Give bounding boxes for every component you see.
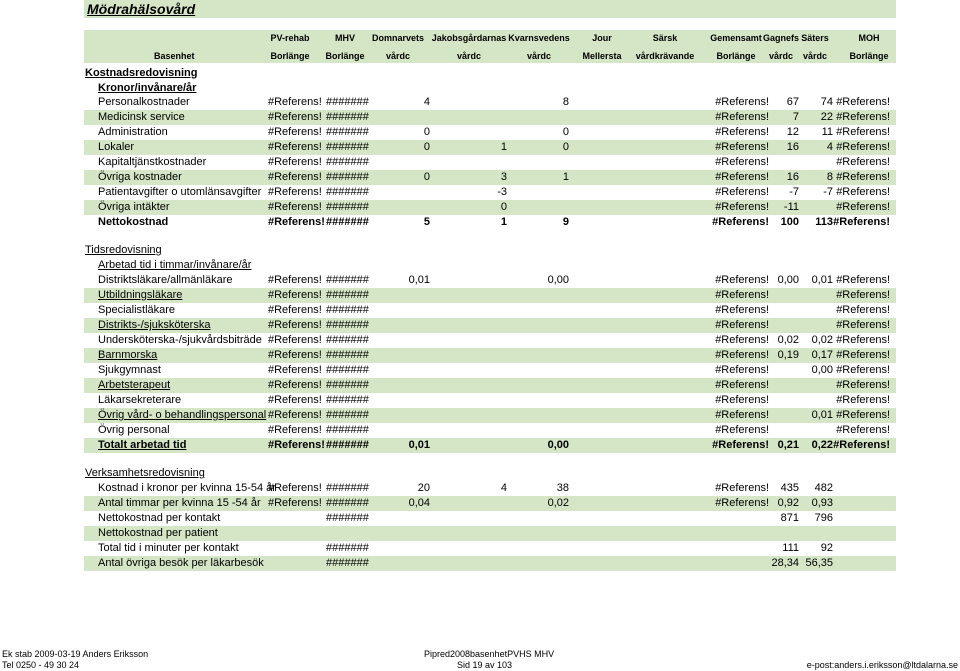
row-label: Totalt arbetad tid [98, 439, 187, 451]
cell-col-8: #Referens! [712, 216, 769, 228]
cell-col-4: 1 [500, 216, 507, 228]
cell-col-8: #Referens! [715, 409, 769, 421]
table-row [84, 95, 896, 110]
cell-col-10: 0,02 [811, 334, 833, 346]
cell-col-2: ####### [326, 394, 369, 406]
table-row [84, 481, 896, 496]
section-kronor-invanare: Kronor/invånare/år [98, 82, 197, 94]
cell-col-2: ####### [326, 364, 369, 376]
table-row [84, 273, 896, 288]
cell-col-1: #Referens! [268, 171, 322, 183]
cell-col-9: 16 [786, 171, 799, 183]
column-header-10-top: Säters [801, 33, 829, 43]
cell-col-11: #Referens! [836, 424, 890, 436]
cell-col-3: 0 [423, 126, 430, 138]
cell-col-1: #Referens! [268, 274, 322, 286]
column-header-9-bottom: vårdc [768, 51, 794, 61]
cell-col-8: #Referens! [715, 111, 769, 123]
column-header-8-top: Gemensamt [710, 33, 762, 43]
title-band [84, 0, 896, 18]
table-row [84, 378, 896, 393]
table-row [84, 423, 896, 438]
cell-col-11: #Referens! [836, 201, 890, 213]
column-header-4-bottom: vårdc [456, 51, 482, 61]
cell-col-5: 0 [562, 141, 569, 153]
cell-col-4: 1 [500, 141, 507, 153]
table-row [84, 215, 896, 230]
row-label: Administration [98, 126, 168, 138]
cell-col-5: 0 [562, 126, 569, 138]
row-label: Distriktsläkare/allmänläkare [98, 274, 233, 286]
cell-col-8: #Referens! [715, 156, 769, 168]
cell-col-10: 0,93 [811, 497, 833, 509]
row-label: Undersköterska-/sjukvårdsbiträde [98, 334, 262, 346]
cell-col-10: 22 [820, 111, 833, 123]
cell-col-5: 0,00 [547, 439, 569, 451]
cell-col-1: #Referens! [268, 319, 322, 331]
cell-col-11: #Referens! [836, 379, 890, 391]
column-header-3-top: Domnarvets [371, 33, 425, 43]
row-label: Nettokostnad per kontakt [98, 512, 221, 524]
cell-col-11: #Referens! [836, 111, 890, 123]
footer-phone: Tel 0250 - 49 30 24 [2, 660, 80, 670]
cell-col-8: #Referens! [715, 334, 769, 346]
cell-col-2: ####### [326, 512, 369, 524]
cell-col-5: 9 [562, 216, 569, 228]
cell-col-1: #Referens! [268, 334, 322, 346]
column-header-2-top: MHV [335, 33, 355, 43]
table-row [84, 393, 896, 408]
cell-col-1: #Referens! [268, 141, 322, 153]
cell-col-2: ####### [326, 334, 369, 346]
table-row [84, 438, 896, 453]
cell-col-2: ####### [326, 304, 369, 316]
cell-col-9: 871 [780, 512, 799, 524]
column-header-3-bottom: vårdc [385, 51, 411, 61]
cell-col-8: #Referens! [715, 424, 769, 436]
cell-col-10: 74 [820, 96, 833, 108]
table-row [84, 318, 896, 333]
cell-col-2: ####### [326, 156, 369, 168]
cell-col-9: 7 [792, 111, 799, 123]
cell-col-10: 92 [820, 542, 833, 554]
cell-col-1: #Referens! [268, 379, 322, 391]
cell-col-9: 0,92 [777, 497, 799, 509]
cell-col-9: 67 [786, 96, 799, 108]
cell-col-2: ####### [326, 216, 369, 228]
row-label: Övrig vård- o behandlingspersonal [98, 409, 267, 421]
cell-col-10: -7 [823, 186, 833, 198]
cell-col-1: #Referens! [268, 439, 325, 451]
table-row [84, 288, 896, 303]
column-header-5-top: Kvarnsvedens [508, 33, 570, 43]
row-label: Övrig personal [98, 424, 170, 436]
cell-col-8: #Referens! [715, 482, 769, 494]
column-header-11-bottom: Borlänge [849, 51, 889, 61]
cell-col-10: 0,01 [811, 409, 833, 421]
row-label: Distrikts-/sjuksköterska [98, 319, 211, 331]
cell-col-8: #Referens! [715, 141, 769, 153]
cell-col-10: 0,17 [811, 349, 833, 361]
cell-col-3: 0,01 [408, 439, 430, 451]
cell-col-9: 0,19 [777, 349, 799, 361]
cell-col-8: #Referens! [712, 439, 769, 451]
column-header-9-top: Gagnefs [762, 33, 799, 43]
table-row [84, 408, 896, 423]
cell-col-2: ####### [326, 424, 369, 436]
cell-col-1: #Referens! [268, 497, 322, 509]
column-header-5-bottom: vårdc [526, 51, 552, 61]
cell-col-8: #Referens! [715, 289, 769, 301]
footer-email: e-post:anders.i.eriksson@ltdalarna.se [806, 660, 958, 670]
row-label: Lokaler [98, 141, 135, 153]
cell-col-1: #Referens! [268, 186, 322, 198]
cell-col-8: #Referens! [715, 304, 769, 316]
column-header-2-bottom: Borlänge [325, 51, 365, 61]
section-tidsredovisning: Tidsredovisning [85, 244, 162, 256]
cell-col-11: #Referens! [836, 409, 890, 421]
table-row [84, 303, 896, 318]
cell-col-2: ####### [326, 557, 369, 569]
cell-col-11: #Referens! [836, 394, 890, 406]
cell-col-11: #Referens! [836, 186, 890, 198]
table-row [84, 348, 896, 363]
cell-col-10: 8 [826, 171, 833, 183]
page-title: Mödrahälsovård [87, 1, 196, 17]
row-label: Total tid i minuter per kontakt [98, 542, 239, 554]
cell-col-3: 4 [423, 96, 430, 108]
footer-page: Sid 19 av 103 [457, 660, 513, 670]
cell-col-10: 0,00 [811, 364, 833, 376]
cell-col-8: #Referens! [715, 274, 769, 286]
cell-col-1: #Referens! [268, 289, 322, 301]
table-row [84, 526, 896, 541]
cell-col-9: 435 [780, 482, 799, 494]
cell-col-11: #Referens! [836, 319, 890, 331]
cell-col-11: #Referens! [836, 126, 890, 138]
table-row [84, 496, 896, 511]
cell-col-11: #Referens! [836, 156, 890, 168]
cell-col-2: ####### [326, 186, 369, 198]
cell-col-11: #Referens! [836, 304, 890, 316]
cell-col-8: #Referens! [715, 186, 769, 198]
cell-col-2: ####### [326, 289, 369, 301]
footer-author: Ek stab 2009-03-19 Anders Eriksson [2, 649, 149, 659]
cell-col-5: 0,00 [547, 274, 569, 286]
cell-col-2: ####### [326, 111, 369, 123]
cell-col-1: #Referens! [268, 364, 322, 376]
table-row [84, 556, 896, 571]
cell-col-1: #Referens! [268, 216, 325, 228]
cell-col-1: #Referens! [268, 394, 322, 406]
cell-col-2: ####### [326, 482, 369, 494]
cell-col-11: #Referens! [836, 289, 890, 301]
cell-col-8: #Referens! [715, 349, 769, 361]
cell-col-9: -7 [789, 186, 799, 198]
row-label: Antal övriga besök per läkarbesök [98, 557, 264, 569]
cell-col-9: 0,02 [777, 334, 799, 346]
cell-col-10: 113 [815, 216, 833, 228]
cell-col-9: 0,00 [777, 274, 799, 286]
table-row [84, 170, 896, 185]
cell-col-1: #Referens! [268, 96, 322, 108]
row-label: Läkarsekreterare [98, 394, 182, 406]
cell-col-3: 0,01 [408, 274, 430, 286]
column-header-1-top: PV-rehab [270, 33, 310, 43]
column-header-6-bottom: Mellersta [582, 51, 622, 61]
section-verksamhetsredovisning: Verksamhetsredovisning [85, 467, 205, 479]
column-header-4-top: Jakobsgårdarnas [431, 33, 507, 43]
cell-col-10: 0,22 [811, 439, 833, 451]
cell-col-11: #Referens! [836, 171, 890, 183]
cell-col-10: 482 [814, 482, 833, 494]
cell-col-2: ####### [326, 171, 369, 183]
cell-col-8: #Referens! [715, 394, 769, 406]
cell-col-10: 796 [814, 512, 833, 524]
column-header-10-bottom: vårdc [802, 51, 828, 61]
table-row [84, 155, 896, 170]
section-kostnadsredovisning: Kostnadsredovisning [85, 67, 198, 79]
cell-col-11: #Referens! [836, 349, 890, 361]
table-row [84, 140, 896, 155]
row-label: Kapitaltjänstkostnader [98, 156, 207, 168]
table-row [84, 511, 896, 526]
cell-col-9: 16 [786, 141, 799, 153]
cell-col-9: 111 [782, 542, 799, 554]
cell-col-8: #Referens! [715, 201, 769, 213]
cell-col-10: 4 [826, 141, 833, 153]
cell-col-5: 1 [562, 171, 569, 183]
row-label: Nettokostnad per patient [98, 527, 218, 539]
row-label: Nettokostnad [98, 216, 169, 228]
cell-col-1: #Referens! [268, 156, 322, 168]
cell-col-2: ####### [326, 379, 369, 391]
section-arbetad-tid: Arbetad tid i timmar/invånare/år [98, 259, 252, 271]
cell-col-9: 28,34 [771, 557, 799, 569]
table-row [84, 185, 896, 200]
table-row [84, 125, 896, 140]
footer-filename: Pipred2008basenhetPVHS MHV [424, 649, 555, 659]
cell-col-4: -3 [497, 186, 507, 198]
row-label: Utbildningsläkare [98, 289, 183, 301]
cell-col-5: 8 [562, 96, 569, 108]
basenhet-label: Basenhet [154, 51, 195, 61]
row-label: Barnmorska [98, 349, 158, 361]
column-header-6-top: Jour [592, 33, 612, 43]
cell-col-1: #Referens! [268, 304, 322, 316]
row-label: Patientavgifter o utomlänsavgifter [98, 186, 262, 198]
cell-col-8: #Referens! [715, 171, 769, 183]
table-row [84, 541, 896, 556]
row-label: Antal timmar per kvinna 15 -54 år [98, 497, 261, 509]
cell-col-10: 0,01 [811, 274, 833, 286]
cell-col-3: 0,04 [408, 497, 430, 509]
column-header-11-top: MOH [858, 33, 880, 43]
cell-col-10: 56,35 [805, 557, 833, 569]
cell-col-2: ####### [326, 349, 369, 361]
cell-col-1: #Referens! [268, 126, 322, 138]
cell-col-1: #Referens! [268, 201, 322, 213]
column-header-1-bottom: Borlänge [270, 51, 310, 61]
cell-col-2: ####### [326, 141, 369, 153]
cell-col-1: #Referens! [268, 111, 322, 123]
column-header-8-bottom: Borlänge [716, 51, 756, 61]
cell-col-1: #Referens! [268, 349, 322, 361]
cell-col-4: 0 [500, 201, 507, 213]
row-label: Övriga intäkter [98, 201, 170, 213]
cell-col-3: 5 [423, 216, 430, 228]
cell-col-1: #Referens! [268, 409, 322, 421]
cell-col-11: #Referens! [833, 439, 890, 451]
cell-col-2: ####### [326, 96, 369, 108]
cell-col-11: #Referens! [836, 334, 890, 346]
column-header-7-top: Särsk [652, 33, 678, 43]
cell-col-5: 38 [556, 482, 569, 494]
cell-col-11: #Referens! [836, 274, 890, 286]
cell-col-8: #Referens! [715, 364, 769, 376]
cell-col-2: ####### [326, 126, 369, 138]
cell-col-2: ####### [326, 542, 369, 554]
cell-col-2: ####### [326, 274, 369, 286]
cell-col-4: 4 [500, 482, 507, 494]
row-label: Specialistläkare [98, 304, 176, 316]
table-row [84, 363, 896, 378]
cell-col-11: #Referens! [836, 141, 890, 153]
cell-col-3: 0 [423, 171, 430, 183]
row-label: Arbetsterapeut [98, 379, 171, 391]
cell-col-10: 11 [821, 126, 833, 138]
cell-col-8: #Referens! [715, 319, 769, 331]
cell-col-2: ####### [326, 439, 369, 451]
cell-col-5: 0,02 [547, 497, 569, 509]
cell-col-9: 100 [780, 216, 799, 228]
cell-col-4: 3 [500, 171, 507, 183]
table-row [84, 110, 896, 125]
cell-col-2: ####### [326, 497, 369, 509]
cell-col-1: #Referens! [268, 424, 322, 436]
cell-col-8: #Referens! [715, 379, 769, 391]
cell-col-9: -11 [783, 201, 799, 213]
cell-col-3: 0 [423, 141, 430, 153]
cell-col-9: 0,21 [777, 439, 799, 451]
table-row [84, 200, 896, 215]
table-row [84, 333, 896, 348]
cell-col-2: ####### [326, 319, 369, 331]
cell-col-11: #Referens! [836, 364, 890, 376]
column-header-7-bottom: vårdkrävande [635, 51, 695, 61]
row-label: Personalkostnader [98, 96, 190, 108]
row-label: Sjukgymnast [98, 364, 161, 376]
row-label: Övriga kostnader [98, 171, 182, 183]
cell-col-3: 20 [417, 482, 430, 494]
row-label: Kostnad i kronor per kvinna 15-54 år [98, 482, 276, 494]
cell-col-8: #Referens! [715, 497, 769, 509]
cell-col-8: #Referens! [715, 126, 769, 138]
cell-col-11: #Referens! [836, 96, 890, 108]
cell-col-9: 12 [786, 126, 799, 138]
cell-col-1: #Referens! [268, 482, 322, 494]
cell-col-8: #Referens! [715, 96, 769, 108]
row-label: Medicinsk service [98, 111, 185, 123]
cell-col-2: ####### [326, 409, 369, 421]
cell-col-11: #Referens! [833, 216, 890, 228]
cell-col-2: ####### [326, 201, 369, 213]
